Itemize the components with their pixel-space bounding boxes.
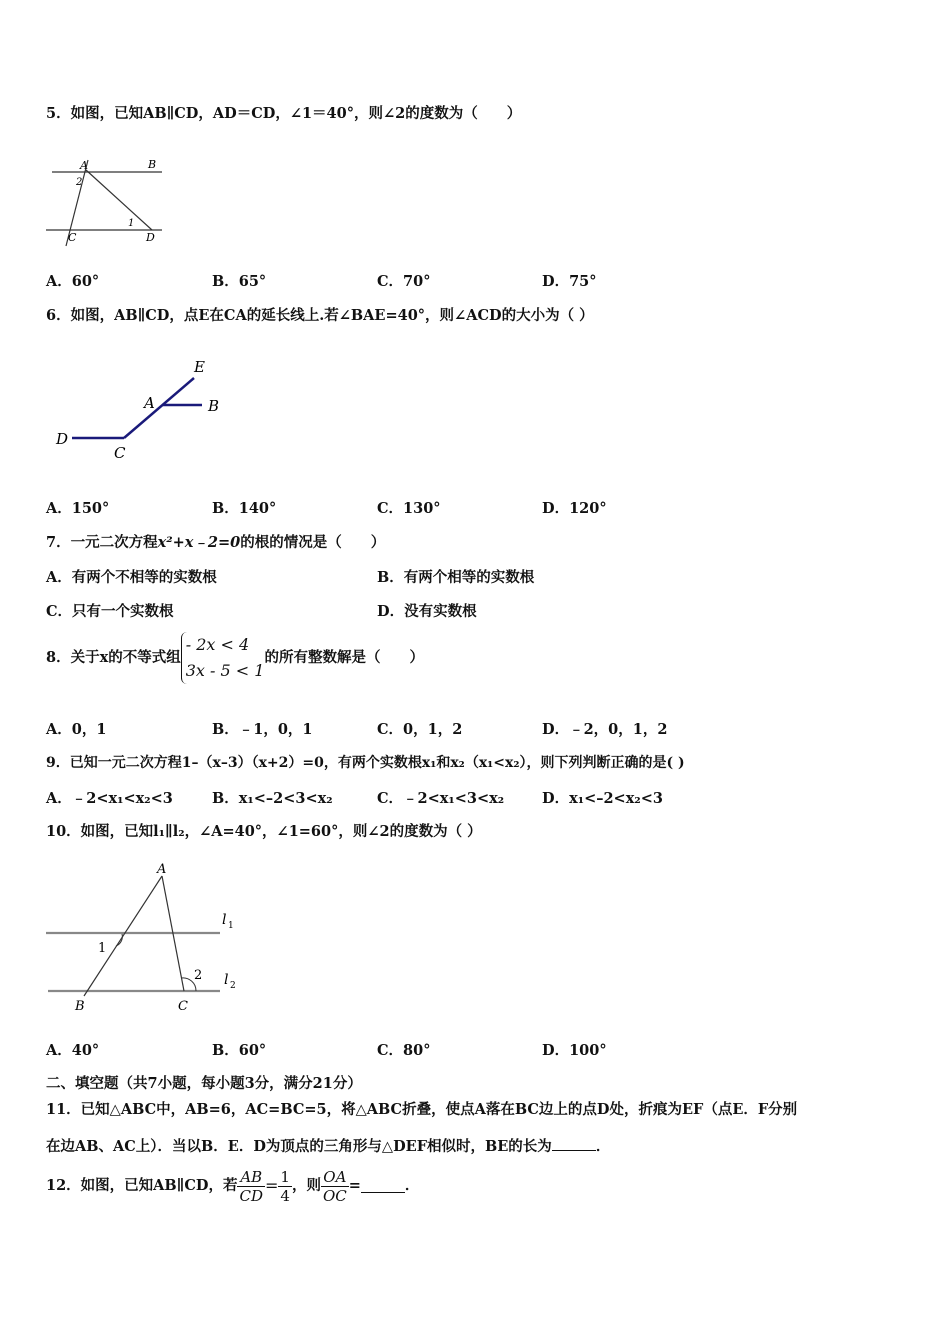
q5-label-D: D: [146, 231, 155, 244]
q10-label-l2-sub: 2: [230, 981, 236, 991]
q7-option-c: C．只有一个实数根: [46, 603, 174, 620]
q11-end: ．: [595, 1138, 611, 1155]
q9-option-a: A．﹣2<x₁<x₂<3: [46, 790, 173, 807]
q11-line-2-text: 在边AB、AC上）．当以B．E．D为顶点的三角形与△DEF相似时，BE的长为: [46, 1138, 552, 1155]
q11-answer-blank[interactable]: [552, 1138, 596, 1151]
q12-frac2-den: 4: [280, 1186, 290, 1205]
q10-label-l2: l: [224, 972, 229, 988]
q6-option-d: D．120°: [542, 500, 607, 517]
q5-stem: 5．如图，已知AB∥CD，AD＝CD，∠1＝40°，则∠2的度数为（ ）: [46, 105, 522, 122]
q10-figure: [44, 858, 244, 1022]
q5-label-1: 1: [128, 218, 135, 229]
q12-end: ．: [404, 1177, 420, 1194]
q12-prefix: 12．如图，已知AB∥CD，若: [46, 1177, 238, 1194]
q6-figure: [52, 354, 242, 468]
q8-option-c: C．0，1，2: [377, 721, 463, 738]
q7-equation: x²+x﹣2=0: [157, 534, 241, 551]
q6-stem: 6．如图，AB∥CD，点E在CA的延长线上.若∠BAE=40°，则∠ACD的大小为（ ）: [46, 307, 594, 324]
q5-label-2: 2: [76, 177, 83, 188]
q9-option-d: D．x₁<–2<x₂<3: [542, 790, 663, 807]
q10-label-B: B: [75, 999, 85, 1014]
q11-line-1: 11．已知△ABC中，AB=6，AC=BC=5，将△ABC折叠，使点A落在BC边上的点D处，折痕为EF（点E．F分别: [46, 1101, 798, 1118]
q6-label-C: C: [114, 444, 126, 462]
q11-line-2: [46, 1135, 610, 1156]
q7-stem-suffix: 的根的情况是（ ）: [240, 534, 386, 551]
q10-label-2: 2: [194, 968, 203, 983]
q10-label-l1-sub: 1: [228, 921, 234, 931]
q5-label-B: B: [148, 158, 157, 171]
q8-option-a: A．0，1: [46, 721, 107, 738]
q5-figure: [44, 150, 174, 254]
q5-label-C: C: [68, 231, 77, 244]
q12-answer-blank[interactable]: [361, 1180, 405, 1193]
q10-option-a: A．40°: [46, 1042, 100, 1059]
q10-option-b: B．60°: [212, 1042, 267, 1059]
q8-ineq-2: 3x - 5 < 1: [185, 661, 265, 680]
q6-label-E: E: [194, 358, 205, 376]
q12-frac3-den: OC: [322, 1186, 347, 1205]
q10-option-d: D．100°: [542, 1042, 607, 1059]
q10-label-1: 1: [98, 941, 107, 956]
q9-stem: 9．已知一元二次方程1–（x–3）（x+2）=0，有两个实数根x₁和x₂（x₁<x₂），则下列判断正确的是( ): [46, 755, 685, 771]
q10-label-A: A: [157, 862, 167, 877]
q5-option-d: D．75°: [542, 273, 597, 290]
q6-label-B: B: [208, 397, 220, 415]
q7-stem-prefix: 7．一元二次方程: [46, 534, 158, 551]
q8-stem: [46, 632, 424, 684]
q8-stem-suffix: 的所有整数解是（ ）: [264, 649, 424, 666]
q12-fraction-1-4: [278, 1168, 292, 1205]
q5-option-c: C．70°: [377, 273, 431, 290]
q7-option-b: B．有两个相等的实数根: [377, 569, 535, 586]
q8-ineq-1: - 2x < 4: [185, 635, 250, 654]
q12-fraction-oa-oc: [321, 1168, 349, 1205]
q12-eq: =: [265, 1176, 279, 1195]
q10-stem: 10．如图，已知l₁∥l₂，∠A=40°，∠1=60°，则∠2的度数为（ ）: [46, 823, 482, 840]
q9-option-b: B．x₁<–2<3<x₂: [212, 790, 333, 807]
q6-label-A: A: [144, 394, 155, 412]
section-2-heading: 二、填空题（共7小题，每小题3分，满分21分）: [46, 1075, 362, 1092]
q12-suffix: =: [348, 1177, 361, 1194]
q12-frac2-num: 1: [280, 1167, 290, 1186]
q12-frac3-num: OA: [321, 1168, 349, 1187]
q9-option-c: C．﹣2<x₁<3<x₂: [377, 790, 505, 807]
q7-option-a: A．有两个不相等的实数根: [46, 569, 217, 586]
q12-mid: ，则: [291, 1177, 321, 1194]
q8-inequality-system: [181, 632, 265, 684]
q5-label-A: A: [80, 159, 88, 172]
q6-label-D: D: [56, 430, 69, 448]
q8-stem-prefix: 8．关于x的不等式组: [46, 649, 181, 666]
q5-option-a: A．60°: [46, 273, 100, 290]
q10-label-l1: l: [222, 912, 227, 928]
q7-stem: [46, 531, 385, 552]
q12-frac1-den: CD: [239, 1186, 263, 1205]
q12-frac1-num: AB: [237, 1168, 265, 1187]
q6-option-c: C．130°: [377, 500, 441, 517]
q5-option-b: B．65°: [212, 273, 267, 290]
q8-option-b: B．﹣1，0，1: [212, 721, 313, 738]
q10-option-c: C．80°: [377, 1042, 431, 1059]
q12-fraction-ab-cd: [237, 1168, 265, 1205]
q7-option-d: D．没有实数根: [377, 603, 477, 620]
q6-option-b: B．140°: [212, 500, 277, 517]
q10-label-C: C: [178, 999, 188, 1014]
q12-stem: [46, 1166, 419, 1206]
q8-option-d: D．﹣2，0，1，2: [542, 721, 668, 738]
q6-option-a: A．150°: [46, 500, 110, 517]
